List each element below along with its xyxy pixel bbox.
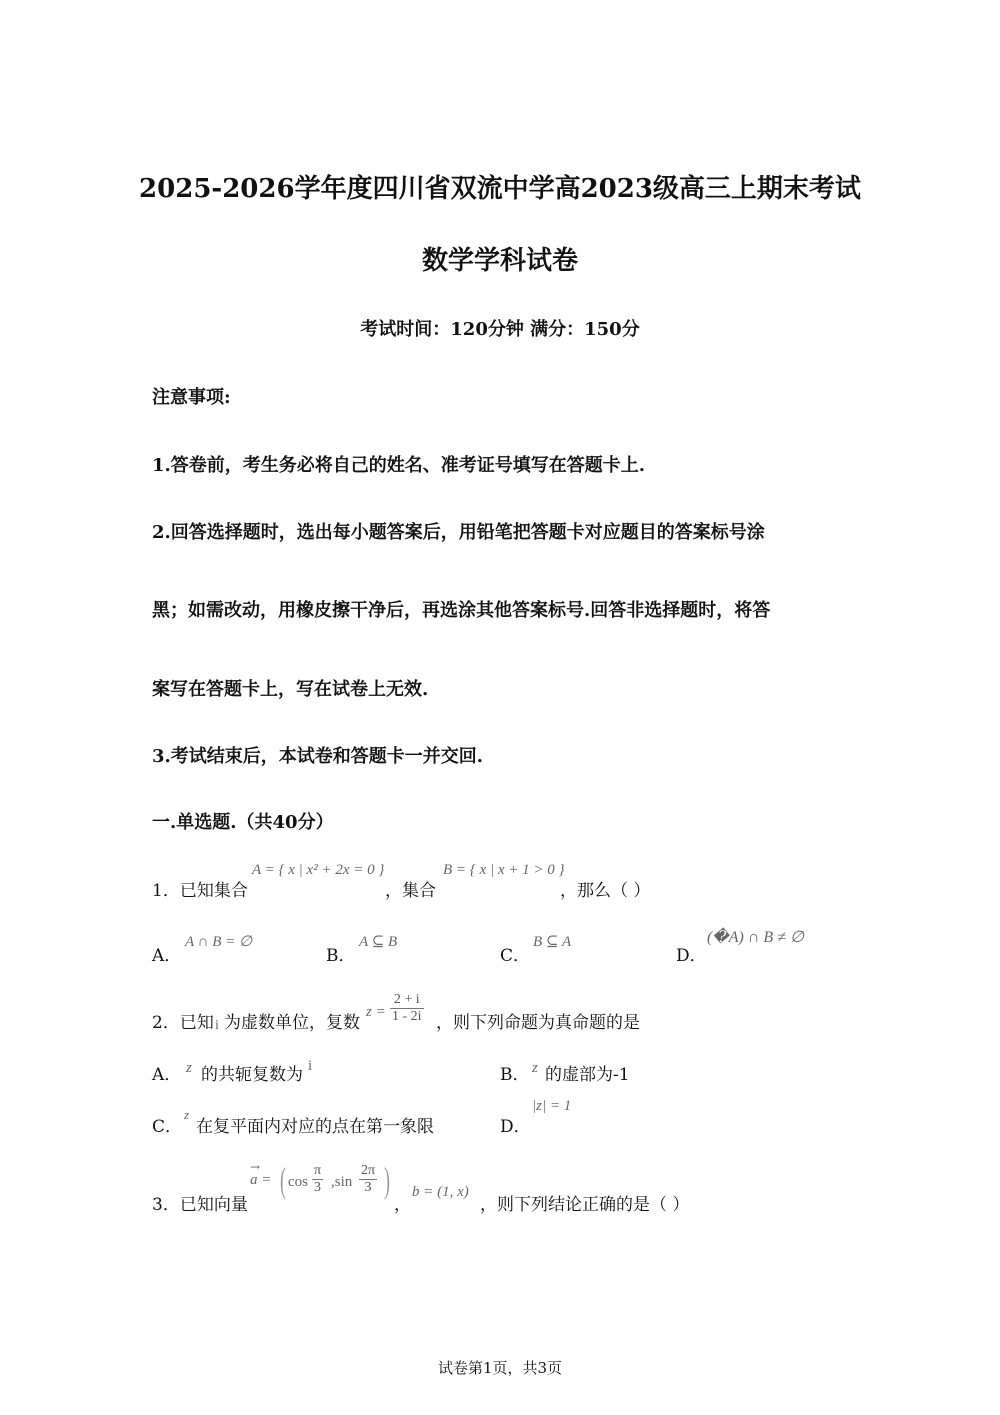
question-2-option-a-text: 的共轭复数为	[201, 1065, 303, 1085]
notice-item-3: 3.考试结束后，本试卷和答题卡一并交回.	[152, 746, 484, 767]
question-2-option-b-label: B．	[500, 1065, 530, 1085]
question-1-set-a: A = { x | x² + 2x = 0 }	[252, 862, 385, 878]
question-3-cos: cos	[288, 1174, 308, 1190]
question-1-option-c-label: C．	[500, 946, 531, 966]
question-2-option-d-label: D．	[500, 1117, 531, 1137]
question-1-suffix: ，那么（ ）	[560, 881, 651, 901]
question-2-z-eq: z =	[366, 1004, 386, 1020]
fraction-denominator: 3	[364, 1180, 372, 1196]
question-2-option-b-var: z	[532, 1060, 538, 1076]
vector-arrow-icon: →	[250, 1160, 261, 1174]
notice-item-2-line2: 黑；如需改动，用橡皮擦干净后，再选涂其他答案标号.回答非选择题时，将答	[152, 600, 771, 621]
question-2-prefix: 2．已知	[152, 1013, 214, 1033]
question-1-mid: ，集合	[385, 881, 436, 901]
notice-heading: 注意事项:	[152, 387, 231, 408]
question-2-option-d: |z| = 1	[532, 1098, 572, 1114]
question-1-option-a-label: A．	[152, 946, 182, 966]
question-2-option-c-label: C．	[152, 1117, 183, 1137]
question-2-option-c-var: z	[184, 1107, 190, 1122]
fraction-numerator: 2π	[359, 1163, 377, 1180]
question-3-sin: ,sin	[331, 1174, 353, 1190]
page-footer: 试卷第1页，共3页	[437, 1359, 563, 1377]
left-paren-icon: (	[280, 1160, 286, 1200]
question-3-vector-b: b = (1, x)	[412, 1184, 469, 1200]
question-3-suffix: ，则下列结论正确的是（ ）	[480, 1195, 690, 1215]
question-2-option-a-var: z	[186, 1060, 192, 1076]
question-1-option-d-label: D．	[676, 946, 707, 966]
notice-item-2-line1: 2.回答选择题时，选出每小题答案后，用铅笔把答题卡对应题目的答案标号涂	[152, 522, 765, 543]
question-2-option-a-label: A．	[152, 1065, 182, 1085]
question-2-option-a-value: i	[308, 1058, 313, 1074]
fraction-numerator: 2 + i	[390, 992, 424, 1009]
question-1-option-d: (�A) ∩ B ≠ ∅	[707, 929, 804, 946]
question-3-fraction-pi-over-3	[312, 1163, 323, 1196]
question-3-vector-a: a =	[250, 1172, 272, 1188]
imaginary-unit-symbol: i	[215, 1018, 219, 1033]
question-1-prefix: 1．已知集合	[152, 881, 248, 901]
question-2-suffix: ，则下列命题为真命题的是	[436, 1013, 640, 1033]
fraction-denominator: 3	[314, 1180, 322, 1196]
fraction-denominator: 1 - 2i	[392, 1009, 422, 1025]
notice-item-2-line3: 案写在答题卡上，写在试卷上无效.	[152, 679, 429, 700]
exam-info: 考试时间：120分钟 满分：150分	[360, 319, 640, 340]
question-1-option-b: A ⊆ B	[359, 934, 398, 950]
question-3-prefix: 3．已知向量	[152, 1195, 248, 1215]
question-3-fraction-2pi-over-3	[359, 1163, 377, 1196]
question-1-set-b: B = { x | x + 1 > 0 }	[443, 862, 565, 878]
fraction-numerator: π	[312, 1163, 323, 1180]
section-heading-single-choice: 一.单选题.（共40分）	[152, 812, 334, 833]
exam-title-line2: 数学学科试卷	[421, 246, 578, 276]
notice-item-1: 1.答卷前，考生务必将自己的姓名、准考证号填写在答题卡上.	[152, 455, 646, 476]
question-2-option-c-text: 在复平面内对应的点在第一象限	[196, 1117, 434, 1137]
question-1-option-a: A ∩ B = ∅	[185, 934, 253, 950]
question-2-mid: 为虚数单位，复数	[224, 1013, 360, 1033]
question-2-option-b-text: 的虚部为-1	[545, 1065, 630, 1085]
question-3-comma: ，	[394, 1195, 411, 1215]
question-2-fraction	[390, 992, 424, 1025]
exam-title-line1: 2025-2026学年度四川省双流中学高2023级高三上期末考试	[139, 174, 861, 204]
right-paren-icon: )	[384, 1160, 390, 1200]
question-1-option-c: B ⊆ A	[533, 934, 572, 950]
question-1-option-b-label: B．	[326, 946, 356, 966]
